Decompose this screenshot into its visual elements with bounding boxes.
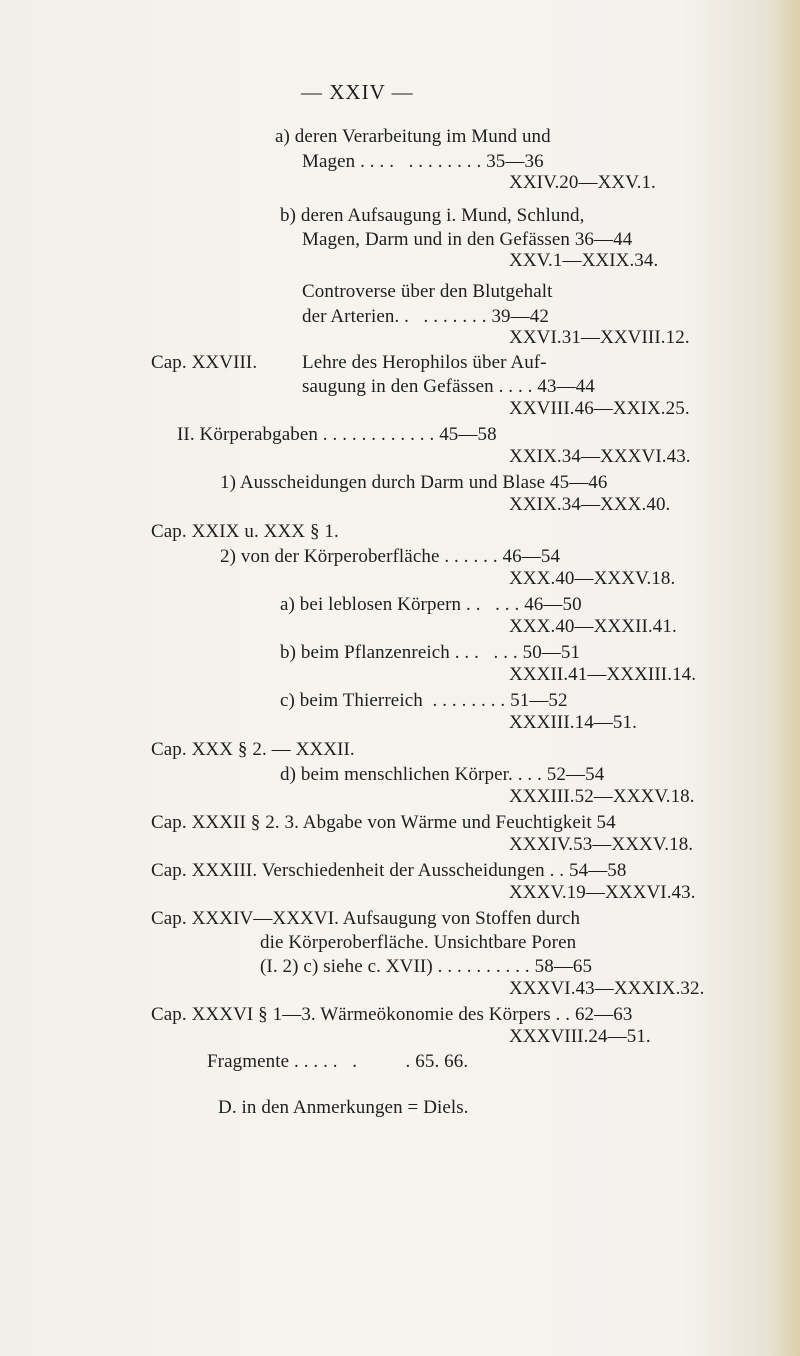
line-b1: b) deren Aufsaugung i. Mund, Schlund, bbox=[280, 205, 585, 226]
line-h1: 2) von der Körperoberfläche . . . . . . 46—54 bbox=[220, 546, 561, 567]
line-j1: b) beim Pflanzenreich . . . . . . 50—51 bbox=[280, 642, 581, 663]
line-c1: Controverse über den Blutgehalt bbox=[302, 281, 553, 302]
line-i1: a) bei leblosen Körpern . . . . . 46—50 bbox=[280, 594, 582, 615]
line-f1: 1) Ausscheidungen durch Darm und Blase 45—46 bbox=[220, 472, 608, 493]
line-c2: der Arterien. . . . . . . . . 39—42 bbox=[302, 306, 549, 327]
line-h2: XXX.40—XXXV.18. bbox=[509, 568, 676, 589]
line-e2: XXIX.34—XXXVI.43. bbox=[509, 446, 691, 467]
line-g1: Cap. XXIX u. XXX § 1. bbox=[151, 521, 339, 542]
line-m2: XXXIII.52—XXXV.18. bbox=[509, 786, 695, 807]
line-d1: Lehre des Herophilos über Auf- bbox=[302, 352, 547, 373]
line-b2: Magen, Darm und in den Gefässen 36—44 bbox=[302, 229, 633, 250]
line-d2: saugung in den Gefässen . . . . 43—44 bbox=[302, 376, 595, 397]
line-a3: XXIV.20—XXV.1. bbox=[509, 172, 656, 193]
line-p4: XXXVI.43—XXXIX.32. bbox=[509, 978, 705, 999]
line-p2: die Körperoberfläche. Unsichtbare Poren bbox=[260, 932, 577, 953]
line-o2: XXXV.19—XXXVI.43. bbox=[509, 882, 696, 903]
line-l1: Cap. XXX § 2. — XXXII. bbox=[151, 739, 355, 760]
line-k2: XXXIII.14—51. bbox=[509, 712, 637, 733]
line-j2: XXXII.41—XXXIII.14. bbox=[509, 664, 697, 685]
line-q1: Cap. XXXVI § 1—3. Wärmeökonomie des Körpers . . 62—63 bbox=[151, 1004, 633, 1025]
line-o1: Cap. XXXIII. Verschiedenheit der Ausscheidungen . . 54—58 bbox=[151, 860, 627, 881]
line-d0: Cap. XXVIII. bbox=[151, 352, 258, 373]
line-n1: Cap. XXXII § 2. 3. Abgabe von Wärme und Feuchtigkeit 54 bbox=[151, 812, 616, 833]
line-r1: Fragmente . . . . . . . 65. 66. bbox=[207, 1051, 469, 1072]
line-p1: Cap. XXXIV—XXXVI. Aufsaugung von Stoffen durch bbox=[151, 908, 581, 929]
line-e1: II. Körperabgaben . . . . . . . . . . . . 45—58 bbox=[177, 424, 497, 445]
line-d3: XXVIII.46—XXIX.25. bbox=[509, 398, 690, 419]
line-n2: XXXIV.53—XXXV.18. bbox=[509, 834, 694, 855]
line-i2: XXX.40—XXXII.41. bbox=[509, 616, 677, 637]
line-m1: d) beim menschlichen Körper. . . . 52—54 bbox=[280, 764, 605, 785]
page-header: — XXIV — bbox=[301, 80, 414, 104]
line-s1: D. in den Anmerkungen = Diels. bbox=[218, 1097, 469, 1118]
line-k1: c) beim Thierreich . . . . . . . . 51—52 bbox=[280, 690, 568, 711]
line-f2: XXIX.34—XXX.40. bbox=[509, 494, 671, 515]
line-c3: XXVI.31—XXVIII.12. bbox=[509, 327, 690, 348]
line-a2: Magen . . . . . . . . . . . . 35—36 bbox=[302, 151, 544, 172]
line-q2: XXXVIII.24—51. bbox=[509, 1026, 651, 1047]
line-p3: (I. 2) c) siehe c. XVII) . . . . . . . . . . 58—65 bbox=[260, 956, 593, 977]
line-b3: XXV.1—XXIX.34. bbox=[509, 250, 659, 271]
line-a1: a) deren Verarbeitung im Mund und bbox=[275, 126, 551, 147]
